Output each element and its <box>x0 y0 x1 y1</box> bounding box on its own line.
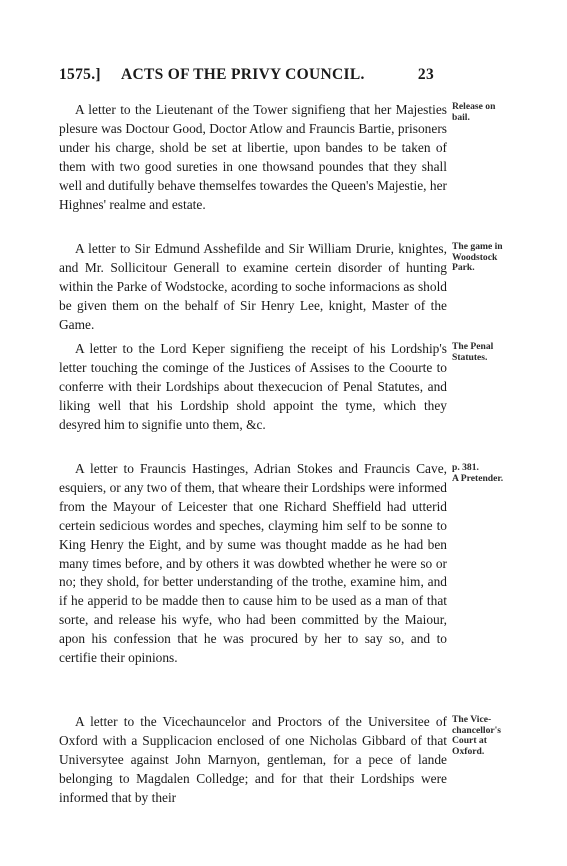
paragraph-pretender: A letter to Frauncis Hastinges, Adrian Stokes and Frauncis Cave, esquiers, or any two of them, that wheare their Lordships were informed from the Mayour of Leicester that one Richard Sheffield had utterid certein sedicious wordes and speches, clayming him self to be sonne to King Henry the Eight, and by sume was thought madde as he had ben many times before, and by others it was dowbted whether he were so or no; they shold, for better understanding of the trothe, examine him, and if he apperid to be madde then to cause him to be used as a man of that sorte, and release his wyfe, who had been committed by the Maiour, apon his confession that he was procured by her to say so, and to certifie their opinions. <box>59 461 447 666</box>
margin-note-release <box>452 102 524 123</box>
margin-note-woodstock <box>452 242 524 274</box>
paragraph-oxford-court: A letter to the Vicechauncelor and Proctors of the Universitee of Oxford with a Supplicacion enclosed of one Nicholas Gibbard of that Universytee against John Marnyon, gentleman, for a pece of lande belonging to Magdalen Colledge; and for that their Lordships were informed that by their <box>59 714 447 805</box>
margin-note-vicechancellor <box>452 715 524 757</box>
page-number: 23 <box>417 66 434 83</box>
note-line: The Penal <box>452 341 494 352</box>
margin-note-pretender <box>452 463 524 484</box>
margin-note-penal <box>452 342 524 363</box>
note-line: Release on <box>452 101 496 112</box>
paragraph-penal-statutes: A letter to the Lord Keper signifieng the receipt of his Lordship's letter touching the cominge of the Justices of Assises to the Coourte to conferre with their Lordships about thexecucion of Penal Statutes, and liking well that his Lordship shold appoint the tyme, which they desyred him to signifie unto them, &c. <box>59 341 447 432</box>
note-line: chancellor's <box>452 724 502 736</box>
header-year: 1575.] <box>59 66 101 83</box>
paragraph-release-on-bail: A letter to the Lieutenant of the Tower signifieng that her Majesties plesure was Doctour Good, Doctor Atlow and Frauncis Bartie, prisoners under his charge, shold be set at libertie, upon bandes to be taken of them with two good sureties in one thowsand poundes that they shall well and dutifully behave themselfes towardes the Queen's Majestie, her Highnes' realme and estate. <box>59 102 447 212</box>
paragraph-woodstock-park: A letter to Sir Edmund Asshefilde and Sir William Drurie, knightes, and Mr. Sollicitour Generall to examine certein disorder of hunting within the Parke of Wodstocke, acording to soche informacions as shold be given them on the behalf of Sir Henry Lee, knight, Master of the Game. <box>59 241 447 332</box>
note-line: p. 381. <box>452 462 479 473</box>
note-line: Court at <box>452 735 487 746</box>
header-title: ACTS OF THE PRIVY COUNCIL. <box>121 66 365 83</box>
note-line: Woodstock <box>452 251 498 263</box>
note-line: The Vice- <box>452 714 492 725</box>
note-line: bail. <box>452 111 470 123</box>
note-line: Statutes. <box>452 351 488 363</box>
note-line: Park. <box>452 262 475 273</box>
note-line: Oxford. <box>452 745 485 757</box>
running-header <box>59 66 434 86</box>
note-line: A Pretender. <box>452 472 504 484</box>
note-line: The game in <box>452 241 503 252</box>
